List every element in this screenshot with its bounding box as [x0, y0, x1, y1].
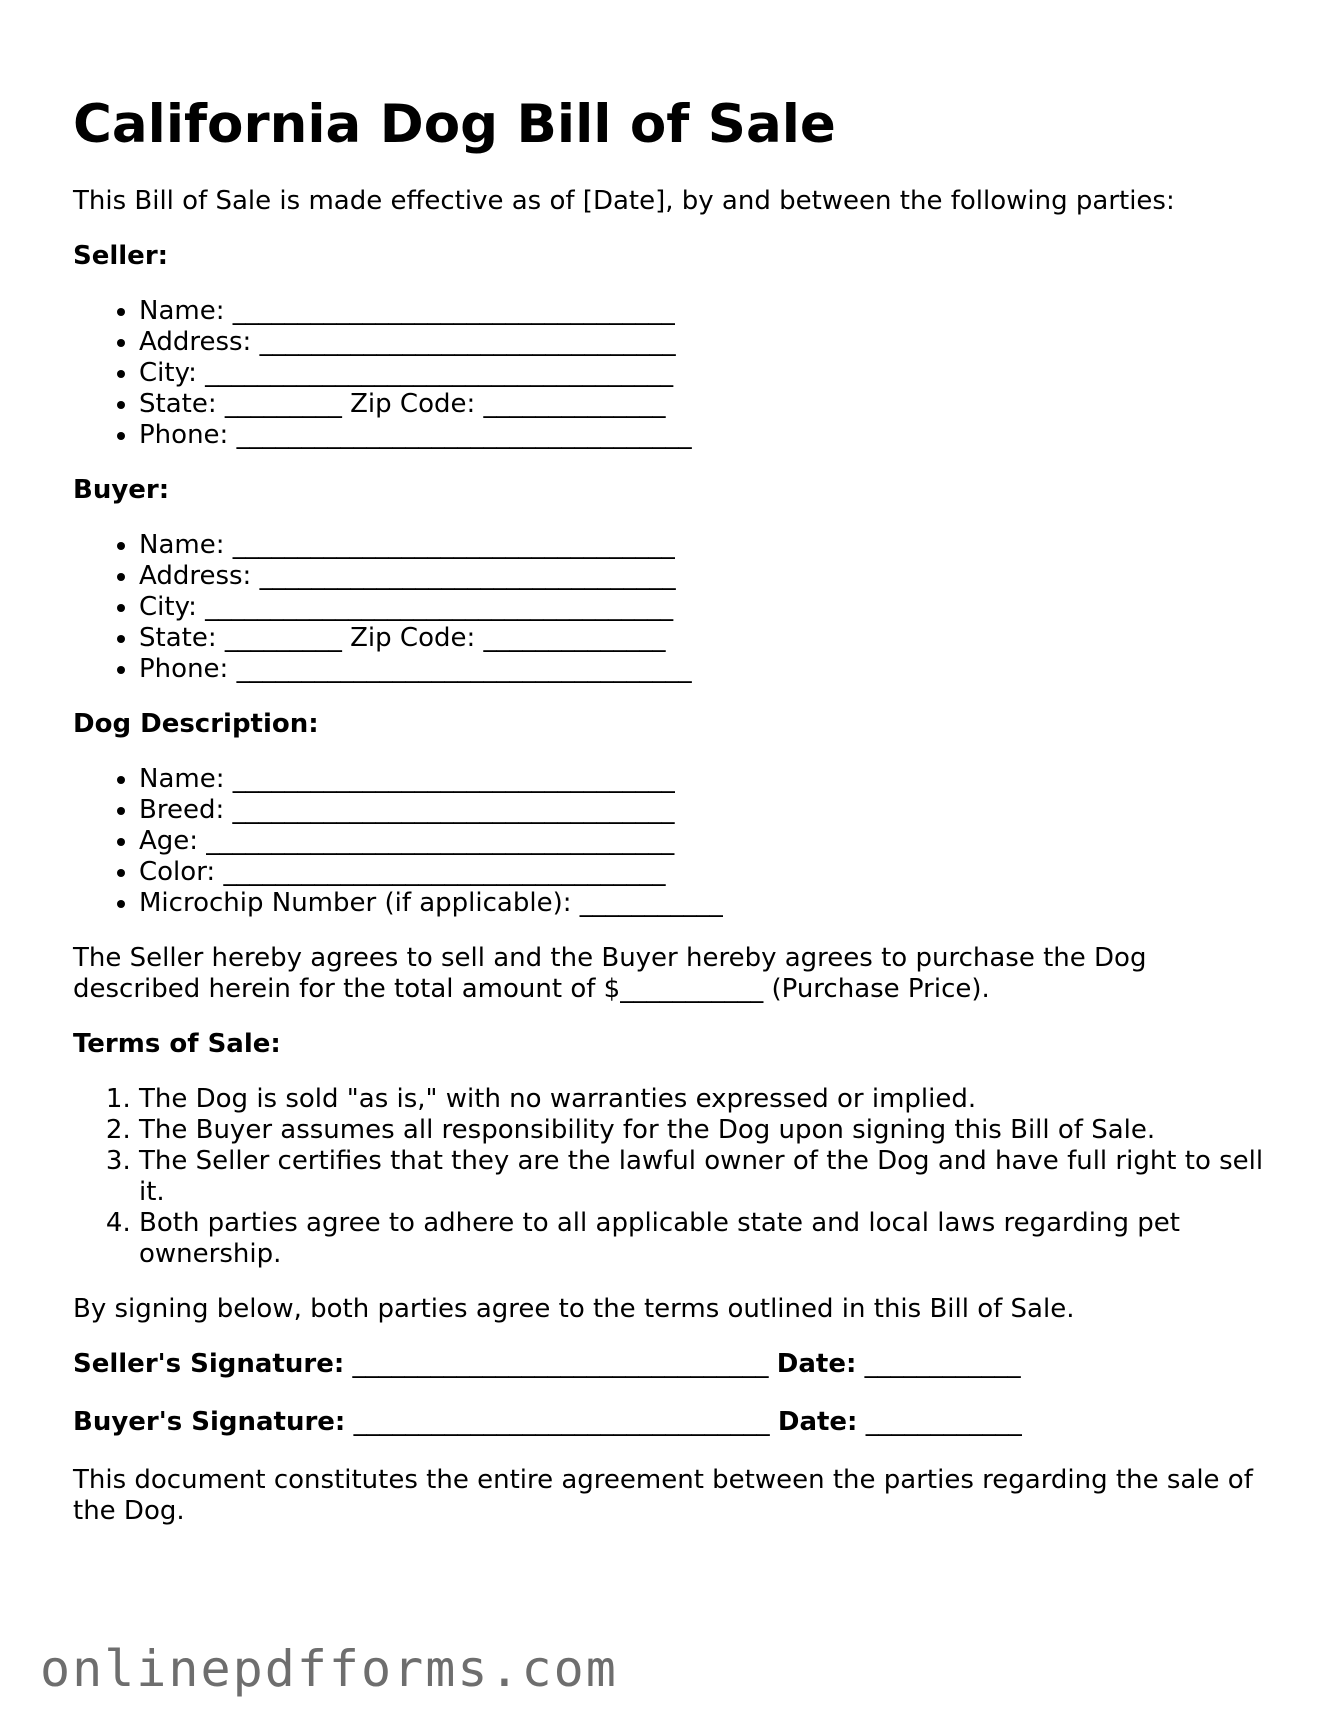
- seller-signature-row: [73, 1349, 1273, 1380]
- dog-description-heading: Dog Description:: [73, 709, 319, 739]
- buyer-state-zip-field: • State: _________ Zip Code: ______________: [139, 623, 1273, 654]
- buyer-date-line: ____________: [865, 1407, 1022, 1437]
- closing-paragraph: This document constitutes the entire agreement between the parties regarding the sale of the Dog.: [73, 1465, 1253, 1526]
- dog-fields-list: [73, 764, 1273, 919]
- seller-date-label: Date:: [776, 1349, 857, 1379]
- buyer-heading: Buyer:: [73, 475, 170, 505]
- seller-state-zip-field: • State: _________ Zip Code: ______________: [139, 389, 1273, 420]
- purchase-paragraph: The Seller hereby agrees to sell and the Buyer hereby agrees to purchase the Dog described herein for the total amount of $___________ (Purchase Price).: [73, 943, 1147, 1004]
- terms-heading: Terms of Sale:: [73, 1029, 281, 1059]
- dog-age-field: • Age: ____________________________________: [139, 826, 1273, 857]
- seller-name-field: • Name: __________________________________: [139, 296, 1273, 327]
- document-page: [73, 90, 1273, 1551]
- term-item: 4. Both parties agree to adhere to all applicable state and local laws regarding pet ownership.: [139, 1208, 1273, 1270]
- intro-paragraph: This Bill of Sale is made effective as of [Date], by and between the following parties:: [73, 186, 1175, 216]
- dog-color-field: • Color: __________________________________: [139, 857, 1273, 888]
- dog-microchip-field: • Microchip Number (if applicable): ___________: [139, 888, 1273, 919]
- buyer-phone-field: • Phone: ___________________________________: [139, 654, 1273, 685]
- seller-fields-list: [73, 296, 1273, 451]
- buyer-signature-line: ________________________________: [353, 1407, 770, 1437]
- seller-heading: Seller:: [73, 241, 169, 271]
- buyer-signature-label: Buyer's Signature:: [73, 1407, 346, 1437]
- seller-date-line: ____________: [864, 1349, 1021, 1379]
- buyer-name-field: • Name: __________________________________: [139, 530, 1273, 561]
- agreement-paragraph: By signing below, both parties agree to the terms outlined in this Bill of Sale.: [73, 1294, 1075, 1324]
- page-title: California Dog Bill of Sale: [73, 94, 836, 155]
- seller-signature-line: ________________________________: [352, 1349, 769, 1379]
- seller-city-field: • City: ____________________________________: [139, 358, 1273, 389]
- buyer-address-field: • Address: ________________________________: [139, 561, 1273, 592]
- terms-list: [73, 1084, 1273, 1270]
- seller-phone-field: • Phone: ___________________________________: [139, 420, 1273, 451]
- buyer-date-label: Date:: [777, 1407, 858, 1437]
- seller-signature-label: Seller's Signature:: [73, 1349, 345, 1379]
- term-item: 2. The Buyer assumes all responsibility for the Dog upon signing this Bill of Sale.: [139, 1115, 1273, 1146]
- dog-name-field: • Name: __________________________________: [139, 764, 1273, 795]
- buyer-signature-row: [73, 1407, 1273, 1438]
- seller-address-field: • Address: ________________________________: [139, 327, 1273, 358]
- buyer-fields-list: [73, 530, 1273, 685]
- watermark: onlinepdfforms.com: [40, 1640, 618, 1698]
- term-item: 3. The Seller certifies that they are the lawful owner of the Dog and have full right to sell it.: [139, 1146, 1273, 1208]
- dog-breed-field: • Breed: __________________________________: [139, 795, 1273, 826]
- term-item: 1. The Dog is sold "as is," with no warranties expressed or implied.: [139, 1084, 1273, 1115]
- buyer-city-field: • City: ____________________________________: [139, 592, 1273, 623]
